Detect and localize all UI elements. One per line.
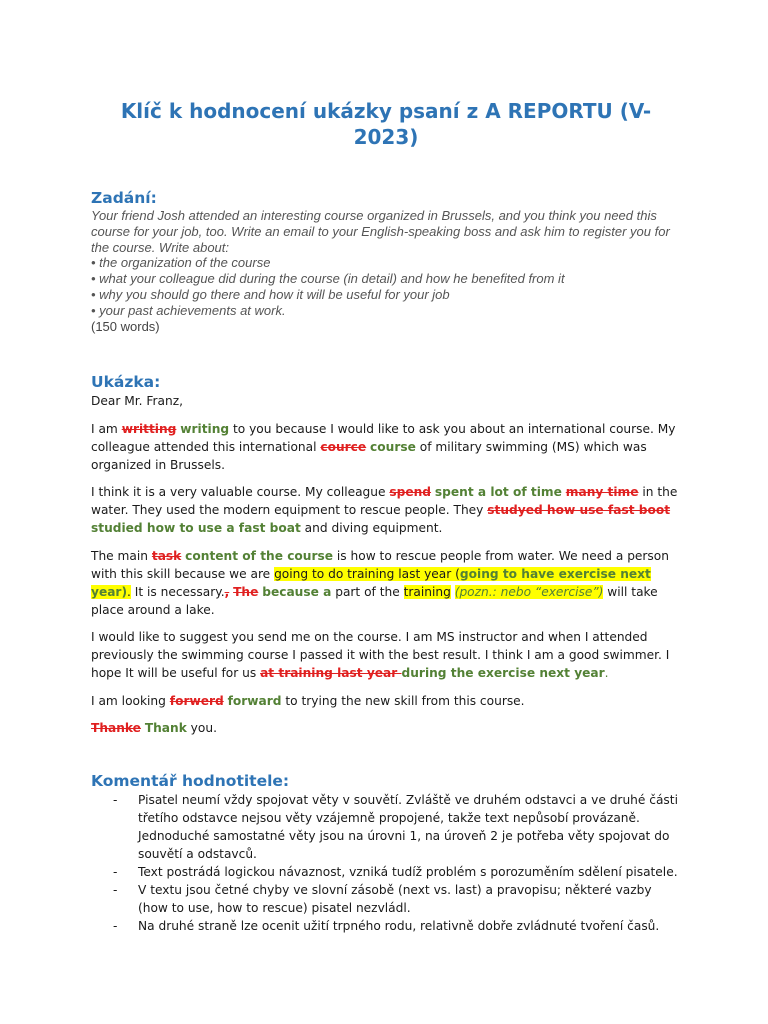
zadani-bullet: • your past achievements at work. [91,302,286,318]
correction-inserted: studied how to use a fast boat [91,521,301,536]
highlighted-word: training [403,584,451,599]
komentar-heading: Komentář hodnotitele: [91,772,290,791]
correction-deleted: at training last year [260,666,402,681]
zadani-intro: Your friend Josh attended an interesting course organized in Brussels, and you think you need this course for your job, too. Write an email to your English-speaking boss and ask him to register you for the course. Write about: [91,208,670,255]
zadani-section [91,188,681,334]
zadani-bullet: • why you should go there and how it will be useful for your job [91,286,450,302]
document-page [91,98,681,935]
list-item: - Text postrádá logickou návaznost, vzniká tudíž problém s porozuměním sdělení pisatele. [113,865,678,880]
document-title: Klíč k hodnocení ukázky psaní z A REPORTU (V-2023) [120,99,652,149]
correction-deleted: Thanke [91,721,141,736]
evaluator-note: (pozn.: nebo “exercise”) [454,584,604,599]
list-item: - V textu jsou četné chyby ve slovní zásobě (next vs. last) a pravopisu; některé vazby (how to use, how to rescue) pisatel nezvládl. [113,883,652,916]
zadani-bullet: • the organization of the course [91,255,271,271]
list-item: - Pisatel neumí vždy spojovat věty v souvětí. Zvláště ve druhém odstavci a ve druhé části třetího odstavce nejsou věty vzájemně propojené, takže text nepůsobí provázaně. Jednoduché samostatné věty jsou na úrovni 1, na úroveň 2 je potřeba věty spojovat do souvětí a odstavců. [113,793,678,862]
highlighted-correction: going to have exercise next year) [91,566,651,599]
letter-closing: Thanke Thank you. [91,721,217,736]
correction-inserted: Thank [144,721,187,736]
correction-deleted: task [151,548,182,563]
highlighted-error: going to do training last year ( [274,566,460,581]
correction-deleted: cource [320,439,367,454]
correction-deleted: , [224,584,230,599]
letter-paragraph-5: I am looking forwerd forward to trying the new skill from this course. [91,693,525,708]
letter-paragraph-2: I think it is a very valuable course. My colleague spend spent a lot of time many time in the water. They used the modern equipment to rescue people. They studyed how use fast boot studied how to use a fast boat and diving equipment. [91,485,678,536]
correction-inserted: during the exercise next year [401,666,605,681]
correction-deleted: many time [565,485,639,500]
correction-deleted: spend [389,485,432,500]
komentar-list [91,791,681,935]
correction-deleted: studyed how use fast boot [487,503,671,518]
correction-inserted: content of the course [185,548,334,563]
letter-greeting: Dear Mr. Franz, [91,394,183,409]
letter-paragraph-1: I am writting writing to you because I would like to ask you about an international course. My colleague attended this international cource course of military swimming (MS) which was organized in Brussels. [91,421,676,472]
ukazka-heading: Ukázka: [91,373,161,392]
correction-deleted: The [233,584,259,599]
correction-deleted: writting [121,421,177,436]
correction-inserted: forward [227,693,282,708]
correction-inserted: writing [180,421,230,436]
letter-paragraph-4: I would like to suggest you send me on the course. I am MS instructor and when I attended previously the swimming course I passed it with the best result. I think I am a good swimmer. I hope It will be useful for us at training last year during the exercise next year. [91,630,670,681]
zadani-word-count: (150 words) [91,318,160,334]
correction-deleted: forwerd [169,693,224,708]
correction-inserted: spent a lot of time [434,485,562,500]
komentar-section [91,771,681,935]
zadani-task [91,208,681,334]
letter-paragraph-3: The main task content of the course is how to rescue people from water. We need a person with this skill because we are going to do training last year (going to have exercise next year). It is necessary., The because a part of the training (pozn.: nebo “exercise”) will take place around a lake. [91,548,669,617]
ukazka-section [91,372,681,737]
zadani-bullet: • what your colleague did during the course (in detail) and how he benefited from it [91,271,565,287]
correction-inserted: course [370,439,416,454]
list-item: - Na druhé straně lze ocenit užití trpného rodu, relativně dobře zvládnuté tvoření časů. [113,919,660,934]
zadani-heading: Zadání: [91,189,157,207]
correction-inserted: because a [262,584,332,599]
